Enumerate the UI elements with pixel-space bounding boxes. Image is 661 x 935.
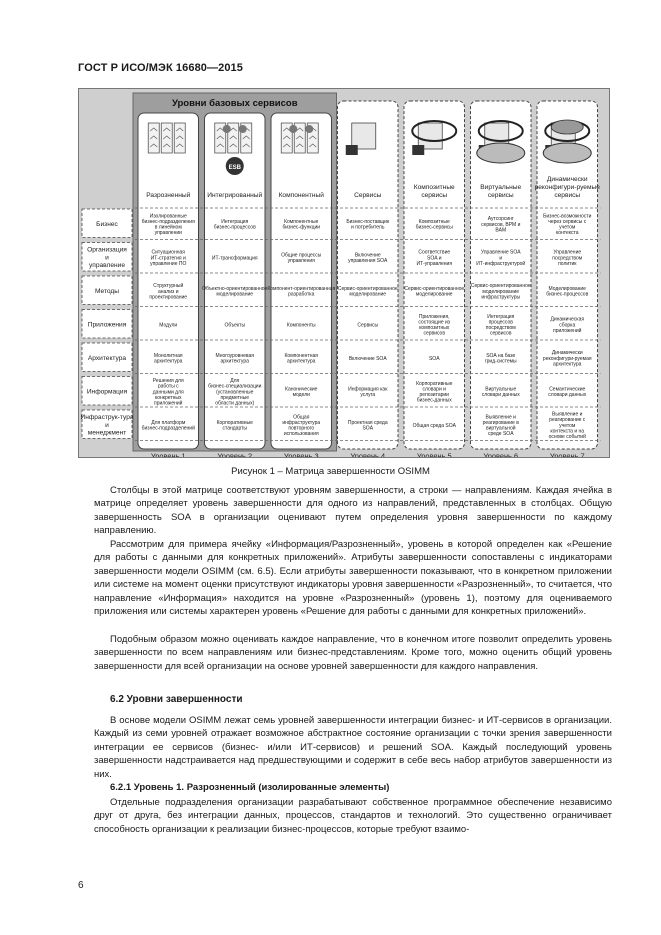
matrix-cell: данными для bbox=[152, 389, 184, 396]
matrix-cell: стандарты bbox=[222, 425, 248, 432]
matrix-cell: композитных bbox=[419, 325, 450, 332]
column-label: сервисы bbox=[554, 192, 581, 199]
matrix-cell: Включение bbox=[354, 252, 381, 259]
matrix-cell: SOA bbox=[362, 425, 374, 432]
matrix-cell: BAM bbox=[495, 227, 507, 234]
row-label: Информация bbox=[86, 388, 128, 396]
level-label: Уровень 5 bbox=[416, 451, 452, 457]
matrix-cell: Многоуровневая bbox=[215, 352, 254, 359]
matrix-cell: конкретных bbox=[154, 394, 182, 401]
matrix-cell: Для платформ bbox=[151, 419, 186, 426]
matrix-cell: и bbox=[499, 255, 503, 262]
matrix-cell: Динамическая bbox=[550, 316, 585, 323]
matrix-cell: Компонентная bbox=[284, 352, 318, 359]
matrix-cell: словари данных bbox=[548, 392, 587, 399]
matrix-cell: моделирование bbox=[415, 291, 453, 298]
matrix-cell: Для bbox=[230, 378, 240, 385]
matrix-cell: Виртуальные bbox=[485, 386, 517, 393]
matrix-cell: ИТ-инфраструктурой bbox=[476, 260, 526, 267]
matrix-cell: модели bbox=[292, 392, 310, 399]
matrix-cell: Управление bbox=[553, 249, 582, 256]
matrix-cell: Ситуационная bbox=[151, 249, 185, 256]
matrix-cell: проектирование bbox=[149, 294, 188, 301]
matrix-cell: Изолированные bbox=[149, 213, 187, 220]
matrix-cell: повторного bbox=[288, 425, 315, 432]
matrix-cell: Сервис-ориентированное bbox=[337, 285, 398, 292]
matrix-cell: Сервис-ориентированное bbox=[404, 285, 465, 292]
matrix-cell: ИТ-управления bbox=[416, 260, 453, 267]
matrix-cell: Моделирование bbox=[548, 285, 586, 292]
cloud-icon bbox=[543, 143, 591, 163]
band-title: Уровни базовых сервисов bbox=[171, 98, 298, 109]
dynamic-ring-icon bbox=[551, 120, 583, 134]
section-6-2-1-paragraph: Отдельные подразделения организации разрабатывают собственное программное обеспечение независимо друг от друга, без интеграции данных, процессов, стандартов и технологий. Это существенно ограничивает способность организации к реализации бизнес-процессов, которые требуют взаимо- bbox=[94, 797, 612, 835]
matrix-cell: моделирование bbox=[349, 291, 387, 298]
matrix-cell: SOA на базе bbox=[486, 352, 516, 359]
matrix-cell: Модули bbox=[159, 322, 178, 329]
matrix-cell: бизнес-процессов bbox=[213, 224, 256, 231]
matrix-cell: области данных) bbox=[215, 400, 255, 407]
matrix-cell: Объекты bbox=[224, 322, 246, 329]
column-panel bbox=[271, 113, 332, 449]
matrix-cell: и потребитель bbox=[351, 224, 385, 231]
column-label: сервисы bbox=[421, 192, 448, 199]
matrix-cell: бизнес-специализации bbox=[208, 383, 262, 390]
matrix-cell: Общая bbox=[293, 414, 310, 421]
matrix-cell: Сервисы bbox=[357, 322, 379, 329]
section-6-2-title: 6.2 Уровни завершенности bbox=[110, 694, 243, 705]
gear-icon bbox=[305, 125, 313, 133]
matrix-cell: реагирование в bbox=[482, 419, 519, 426]
matrix-cell: Приложения, bbox=[418, 313, 450, 320]
section-6-2-paragraph: В основе модели OSIMM лежат семь уровней завершенности интеграции бизнес- и ИТ-сервисов в организации. Каждый из семи уровней отражает возможное абстрактное состояние организации с точки зрения завершенности интеграции ее сервисов (бизнес- и/или ИТ-сервисов) и решений SOA. Каждый последующий уровень завершенности надстраивается над предшествующими и содержит в себе весь набор атрибутов завершенности из них. bbox=[94, 715, 612, 780]
gear-icon bbox=[223, 125, 231, 133]
matrix-cell: бизнес-данных bbox=[416, 397, 452, 404]
matrix-cell: сервисов, BPM и bbox=[481, 221, 521, 228]
osimm-matrix-figure bbox=[78, 88, 610, 458]
matrix-cell: через сервисы с bbox=[548, 218, 587, 225]
level-label: Уровень 7 bbox=[549, 451, 585, 457]
matrix-cell: учетом bbox=[559, 422, 576, 429]
osimm-matrix-svg bbox=[79, 89, 609, 457]
matrix-cell: (установленные bbox=[216, 389, 254, 396]
matrix-cell: приложений bbox=[553, 327, 582, 334]
column-label: Разрозненный bbox=[146, 192, 191, 199]
matrix-cell: состоящие из bbox=[418, 319, 451, 326]
column-label: сервисы bbox=[487, 192, 514, 199]
matrix-cell: Семантические bbox=[549, 386, 586, 393]
matrix-cell: Канонические bbox=[285, 386, 318, 393]
row-label: Инфраструк-тура bbox=[80, 414, 134, 422]
column-label: Композитные bbox=[413, 184, 455, 191]
matrix-cell: контекста bbox=[555, 230, 579, 237]
matrix-cell: процессов bbox=[488, 319, 513, 326]
matrix-cell: посредством bbox=[552, 255, 583, 262]
row-label: и bbox=[105, 421, 109, 429]
matrix-cell: анализ и bbox=[157, 288, 179, 295]
matrix-cell: Компонентные bbox=[284, 218, 319, 225]
matrix-cell: бизнес-подразделения bbox=[141, 218, 195, 225]
matrix-cell: сервисов bbox=[423, 330, 446, 337]
level-label: Уровень 6 bbox=[483, 451, 519, 457]
matrix-cell: реконфигури-руемая bbox=[542, 355, 592, 362]
document-header: ГОСТ Р ИСО/МЭК 16680—2015 bbox=[78, 62, 243, 74]
matrix-cell: словари данных bbox=[481, 392, 520, 399]
paragraph-1: Столбцы в этой матрице соответствуют уровням завершенности, а строки — направлениям. Каждая ячейка в матрице определяет уровень завершенности для одного из направлений, представленных в столбцах. Общую завершенность SOA в организации оценивают путем определения уровня завершенности по каждому направлению. bbox=[94, 485, 612, 537]
matrix-cell: бизнес-функции bbox=[282, 224, 321, 231]
service-block-icon bbox=[346, 145, 358, 155]
matrix-cell: Композитные bbox=[418, 218, 450, 225]
level-label: Уровень 3 bbox=[283, 451, 319, 457]
matrix-cell: SOA и bbox=[427, 255, 442, 262]
matrix-cell: Интеграция bbox=[487, 313, 515, 320]
level-label: Уровень 4 bbox=[350, 451, 386, 457]
matrix-cell: управления bbox=[287, 258, 315, 265]
matrix-cell: Выявление и bbox=[485, 414, 516, 421]
column-label: реконфигури-руемые bbox=[534, 184, 600, 191]
matrix-cell: архитектура bbox=[287, 358, 316, 365]
matrix-cell: управлении bbox=[154, 230, 182, 237]
service-block-icon bbox=[412, 145, 424, 155]
gear-icon bbox=[289, 125, 297, 133]
matrix-cell: учетом bbox=[559, 224, 576, 231]
matrix-cell: архитектура bbox=[553, 361, 582, 368]
row-label: Организация bbox=[87, 246, 127, 254]
matrix-cell: репозитарии bbox=[419, 392, 449, 399]
row-label: Бизнес bbox=[96, 220, 118, 228]
matrix-cell: работы с bbox=[157, 383, 179, 390]
section-6-2-1-title: 6.2.1 Уровень 1. Разрозненный (изолированные элементы) bbox=[110, 782, 390, 793]
matrix-cell: управления SOA bbox=[348, 258, 388, 265]
column-label: Компонентный bbox=[278, 192, 324, 199]
matrix-cell: в линейном bbox=[154, 224, 182, 231]
matrix-cell: реагирование с bbox=[549, 417, 586, 424]
level-label: Уровень 2 bbox=[217, 451, 253, 457]
matrix-cell: архитектура bbox=[154, 358, 183, 365]
matrix-cell: Динамически bbox=[551, 350, 583, 357]
matrix-cell: инфраструктура bbox=[282, 419, 321, 426]
row-label: Архитектура bbox=[87, 354, 127, 362]
figure-caption: Рисунок 1 – Матрица завершенности OSIMM bbox=[231, 466, 430, 477]
row-label: Методы bbox=[94, 287, 120, 295]
matrix-cell: посредством bbox=[485, 325, 516, 332]
matrix-cell: Бизнес-возможности bbox=[543, 213, 592, 220]
matrix-cell: Общие процессы bbox=[281, 252, 322, 259]
matrix-cell: среде SOA bbox=[487, 431, 514, 438]
matrix-cell: Управление SOA bbox=[480, 249, 521, 256]
matrix-cell: Объектно-ориентированное bbox=[202, 285, 268, 292]
matrix-cell: приложений bbox=[154, 400, 183, 407]
row-label: управление bbox=[88, 261, 126, 269]
matrix-cell: Корпоративные bbox=[216, 419, 253, 426]
matrix-cell: Соответствие bbox=[418, 249, 451, 256]
level-label: Уровень 1 bbox=[150, 451, 186, 457]
matrix-cell: ИТ-трансформация bbox=[211, 255, 258, 262]
paragraph-2: Рассмотрим для примера ячейку «Информация/Разрозненный», уровень в которой определен как «Решение для работы с данными для конкретных приложений». Атрибуты завершенности сопоставлены с индикаторами завершенности модели OSIMM (см. 6.5). Если атрибуты завершенности показывают, что в конкретном приложении или системе на момент оценки присутствуют индикаторы уровня завершенности «Разрозненный», то считается, что направление «Информация» находится на уровне «Разрозненный» (уровень 1), поэтому для оцениваемого приложения или системы характерен уровень «Решение для работы с данными для конкретных приложений». bbox=[94, 539, 612, 618]
matrix-cell: основе событий bbox=[548, 433, 586, 440]
matrix-cell: Общая среда SOA bbox=[412, 422, 456, 429]
row-label: Приложения bbox=[87, 321, 127, 329]
matrix-cell: политик bbox=[558, 260, 577, 267]
matrix-cell: Проектная среда bbox=[347, 419, 388, 426]
matrix-cell: бизнес-сервисы bbox=[415, 224, 453, 231]
matrix-cell: контекста и на bbox=[550, 428, 585, 435]
matrix-cell: виртуальной bbox=[485, 425, 516, 432]
matrix-cell: управление ПО bbox=[150, 260, 187, 267]
matrix-cell: использования bbox=[283, 431, 319, 438]
matrix-cell: Структурный bbox=[153, 283, 184, 290]
matrix-cell: Бизнес-поставщик bbox=[346, 218, 390, 225]
column-label: Сервисы bbox=[354, 192, 382, 199]
matrix-cell: ИТ-стратегия и bbox=[150, 255, 186, 262]
matrix-cell: Решения для bbox=[152, 378, 184, 385]
column-label: Интегрированный bbox=[207, 192, 263, 199]
matrix-cell: словари и bbox=[422, 386, 446, 393]
cloud-icon bbox=[477, 143, 525, 163]
matrix-cell: бизнес-подразделений bbox=[141, 425, 195, 432]
matrix-cell: Информация как bbox=[348, 386, 388, 393]
matrix-cell: Интеграция bbox=[221, 218, 249, 225]
matrix-cell: Выявление и bbox=[552, 411, 583, 418]
matrix-cell: предметные bbox=[220, 394, 250, 401]
row-label: менеджмент bbox=[87, 429, 127, 437]
matrix-cell: разработка bbox=[288, 291, 315, 298]
matrix-cell: Корпоративные bbox=[416, 380, 453, 387]
matrix-cell: Компонент-ориентированная bbox=[267, 285, 336, 292]
matrix-cell: инфраструктуры bbox=[481, 294, 521, 301]
matrix-cell: услуга bbox=[360, 392, 376, 399]
matrix-cell: Включение SOA bbox=[348, 355, 387, 362]
matrix-cell: моделирование bbox=[482, 288, 520, 295]
matrix-cell: бизнес-процессов bbox=[546, 291, 589, 298]
esb-badge-label: ESB bbox=[228, 165, 241, 171]
matrix-cell: сервисов bbox=[489, 330, 512, 337]
matrix-cell: Монолитная bbox=[153, 352, 183, 359]
column-label: Динамически bbox=[546, 176, 588, 183]
matrix-cell: архитектура bbox=[220, 358, 249, 365]
row-label: и bbox=[105, 254, 109, 262]
paragraph-3: Подобным образом можно оценивать каждое направление, что в конечном итоге позволит определить уровень завершенности по всем направлениям или бизнес-представлениям. Кроме того, можно оценить общий уровень завершенности для всей организации на основе уровней завершенности для каждого направления. bbox=[94, 634, 612, 672]
matrix-cell: грид-системы bbox=[484, 358, 517, 365]
gear-icon bbox=[239, 125, 247, 133]
matrix-cell: Компоненты bbox=[286, 322, 316, 329]
matrix-cell: сборка bbox=[559, 322, 576, 329]
matrix-cell: Аутсорсинг bbox=[487, 216, 514, 223]
matrix-cell: моделирование bbox=[216, 291, 254, 298]
page-number: 6 bbox=[78, 880, 84, 891]
column-label: Виртуальные bbox=[480, 184, 522, 191]
matrix-cell: Сервис-ориентированное bbox=[470, 283, 531, 290]
matrix-cell: SOA bbox=[428, 355, 440, 362]
